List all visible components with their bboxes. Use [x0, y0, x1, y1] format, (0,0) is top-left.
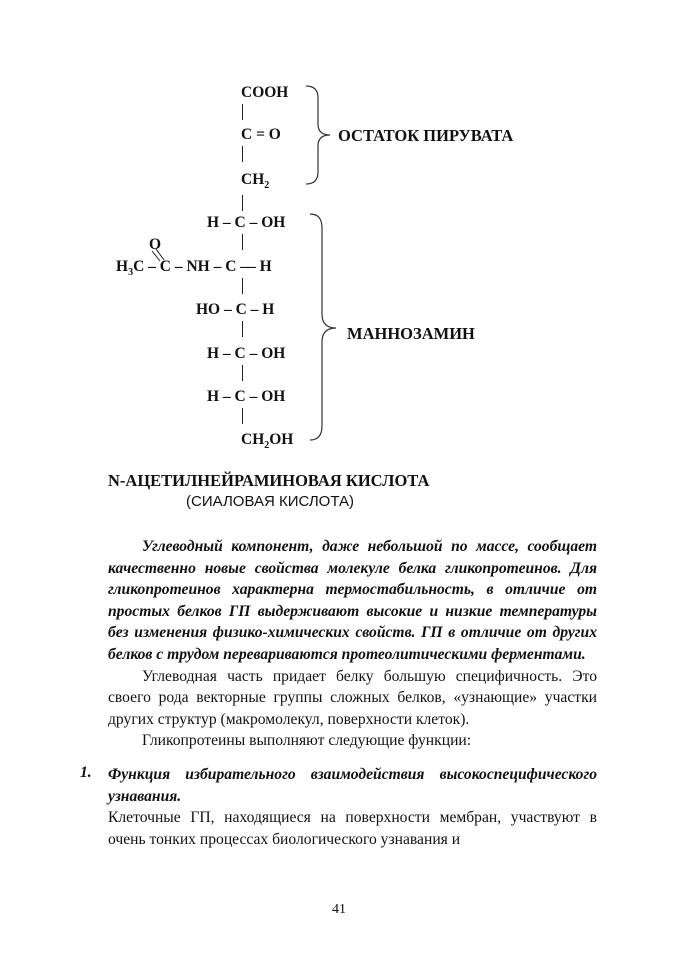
brace-mannosamine [306, 212, 342, 442]
ch2oh-group: $CH_2OH$ [241, 431, 294, 452]
brace-pyruvate [302, 84, 336, 186]
compound-title: N-АЦЕТИЛНЕЙРАМИНОВАЯ КИСЛОТА [108, 471, 430, 490]
bond-line [242, 234, 243, 250]
compound-subtitle: (СИАЛОВАЯ КИСЛОТА) [186, 493, 354, 510]
mannosamine-label: МАННОЗАМИН [347, 324, 475, 343]
list-item [108, 764, 597, 850]
bond-line [242, 365, 243, 381]
paragraph: Углеводная часть придает белку большую специфичность. Это своего рода векторные группы сложных белков, «узнающие» участки других структур (макромолекул, поверхности клеток). [108, 667, 597, 728]
page-number: 41 [332, 902, 346, 917]
acetyl-amino-row: $H_3C$ – C – NH – C — H [116, 258, 272, 279]
pyruvate-label: ОСТАТОК ПИРУВАТА [338, 126, 514, 145]
bond-line [242, 278, 243, 294]
list-item-title: Функция избирательного взаимодействия высокоспецифического узнавания. [108, 766, 597, 805]
list-number: 1. [80, 764, 92, 781]
carbon-row-5: H – C – OH [207, 388, 286, 405]
paragraph: Гликопротеины выполняют следующие функции: [142, 732, 472, 750]
paragraph-bold: Углеводный компонент, даже небольшой по массе, сообщает качественно новые свойства молекуле белка гликопротеинов. Для гликопротеинов характерна термостабильность, в отличие от простых белков ГП выдерживают высокие и низкие температуры без изменения физико-химических свойств. ГП в отличие от других белков с трудом перевариваются протеолитическими ферментами. [108, 538, 597, 663]
cooh-group: COOH [241, 84, 289, 101]
carbonyl-oxygen: O [149, 236, 162, 253]
bond-line [242, 104, 243, 120]
carbon-row-4: H – C – OH [207, 345, 286, 362]
body-text [108, 536, 597, 752]
bond-line [242, 195, 243, 211]
bond-line [242, 146, 243, 162]
paragraph: Клеточные ГП, находящиеся на поверхности мембран, участвуют в очень тонких процессах биологического узнавания и [108, 809, 597, 848]
carbon-row-1: H – C – OH [207, 214, 286, 231]
ch2-group: $CH_2$ [241, 171, 270, 192]
bond-line [242, 408, 243, 424]
bond-line [242, 321, 243, 337]
carbonyl-group: C = O [241, 126, 281, 143]
carbon-row-3: HO – C – H [196, 301, 275, 318]
